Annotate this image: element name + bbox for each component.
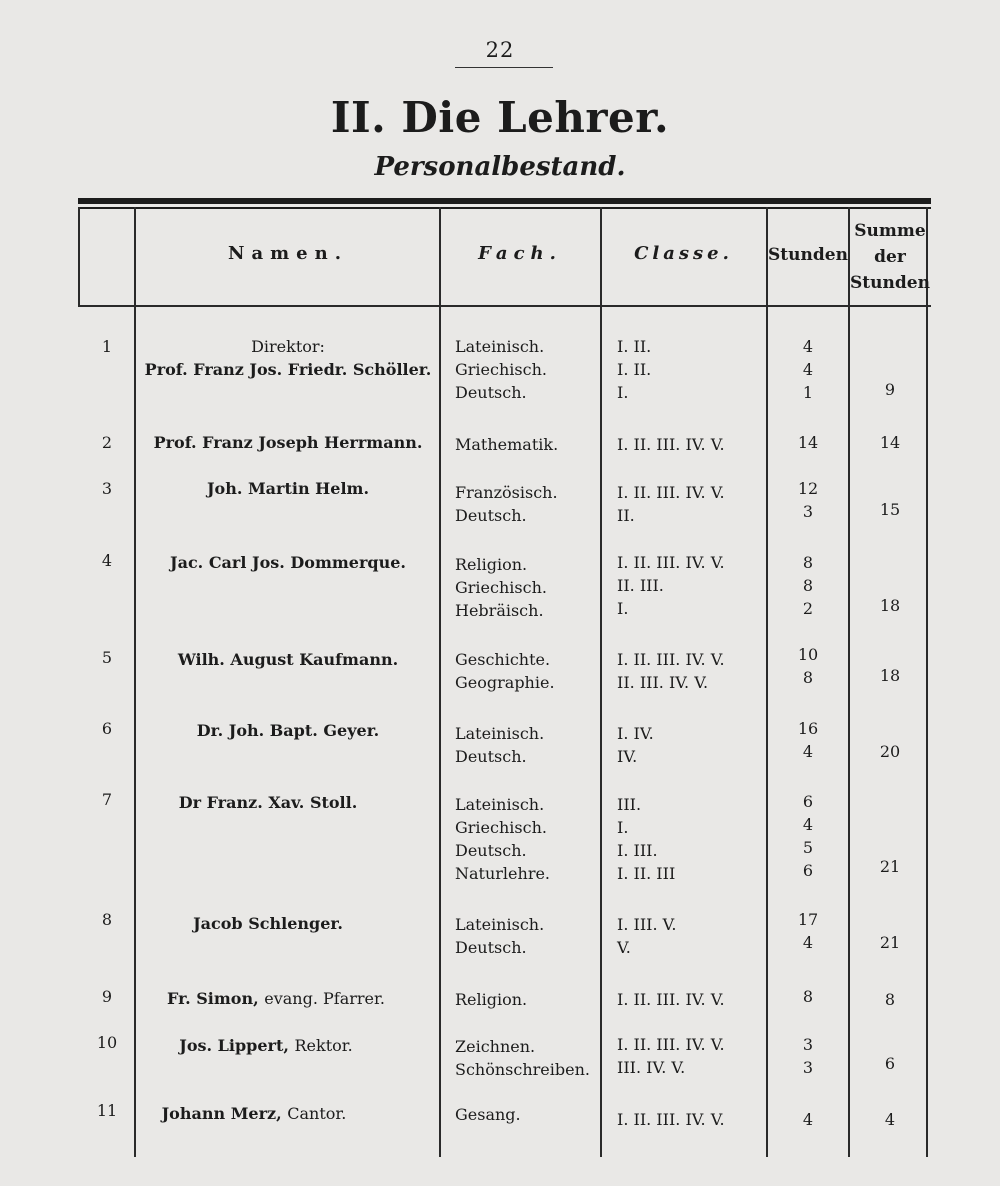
teacher-name-text: Prof. Franz Jos. Friedr. Schöller. <box>144 360 432 379</box>
subject-cell <box>455 481 595 527</box>
subject: Naturlehre. <box>455 864 551 883</box>
hours: 3 <box>802 502 814 521</box>
teacher-name: Joh. Martin Helm. <box>206 479 370 498</box>
teacher-name: Wilh. August Kaufmann. <box>177 650 399 669</box>
subject-cell <box>455 1103 595 1126</box>
subject: Zeichnen. <box>455 1037 536 1056</box>
hours: 17 <box>797 910 819 929</box>
teacher-role: Cantor. <box>287 1104 347 1123</box>
subject: Mathematik. <box>455 435 559 454</box>
hours-cell <box>767 790 849 882</box>
class-cell <box>617 335 767 404</box>
section-subtitle: Personalbestand. <box>374 152 626 182</box>
class: I. II. III. IV. V. <box>617 435 725 454</box>
subject: Lateinisch. <box>455 337 545 356</box>
class-cell <box>617 481 767 527</box>
hours: 12 <box>797 479 819 498</box>
subject-cell <box>455 793 595 885</box>
hours-total: 18 <box>879 596 901 615</box>
hours-cell <box>767 551 849 620</box>
subject-cell <box>455 335 595 404</box>
hours-cell <box>767 335 849 404</box>
class: II. <box>617 506 635 525</box>
class-cell <box>617 1033 767 1079</box>
teacher-name: Jac. Carl Jos. Dommerque. <box>170 553 406 572</box>
hours-cell <box>767 908 849 954</box>
class-cell <box>617 648 767 694</box>
header-summe-line: Summe <box>854 221 926 241</box>
hours-total: 21 <box>879 857 901 876</box>
class: I. II. III. IV. V. <box>617 650 725 669</box>
class-cell <box>617 433 767 456</box>
hours: 4 <box>802 337 814 356</box>
hours: 5 <box>802 838 814 857</box>
subject: Lateinisch. <box>455 724 545 743</box>
header-stunden: Stunden <box>768 245 848 265</box>
hours-total: 8 <box>884 990 896 1009</box>
row-number: 5 <box>101 648 113 667</box>
hours-cell <box>767 717 849 763</box>
table-top-rule <box>78 198 931 204</box>
teacher-role-label: Direktor: <box>251 337 325 356</box>
subject: Religion. <box>455 555 528 574</box>
hours: 6 <box>802 861 814 880</box>
hours: 8 <box>802 553 814 572</box>
hours-total: 18 <box>879 666 901 685</box>
hours: 2 <box>802 599 814 618</box>
hours: 8 <box>802 668 814 687</box>
class: III. IV. V. <box>617 1058 686 1077</box>
teacher-name: Prof. Franz Joseph Herrmann. <box>153 433 423 452</box>
class: I. IV. <box>617 724 654 743</box>
header-classe: Classe. <box>634 243 733 264</box>
hours: 6 <box>802 792 814 811</box>
hours-total: 9 <box>884 380 896 399</box>
hours-cell <box>767 431 849 454</box>
class-cell <box>617 551 767 620</box>
class: I. II. III. IV. V. <box>617 483 725 502</box>
hours-cell <box>767 1108 849 1131</box>
header-summe-line: der <box>874 247 906 267</box>
hours-total: 4 <box>884 1110 896 1129</box>
class: I. III. V. <box>617 915 677 934</box>
row-number: 9 <box>101 987 113 1006</box>
hours: 4 <box>802 360 814 379</box>
table-header-rule <box>78 305 931 307</box>
teacher-name-text: Fr. Simon, <box>167 989 259 1008</box>
row-number: 6 <box>101 719 113 738</box>
class: I. II. <box>617 337 652 356</box>
teacher-name: Jacob Schlenger. <box>193 914 343 933</box>
teacher-name-text: Johann Merz, <box>161 1104 282 1123</box>
subject: Deutsch. <box>455 383 527 402</box>
row-number: 1 <box>101 337 113 356</box>
class: II. III. <box>617 576 664 595</box>
class: I. II. <box>617 360 652 379</box>
hours-total: 14 <box>879 433 901 452</box>
subject: Deutsch. <box>455 506 527 525</box>
section-title: II. Die Lehrer. <box>330 93 670 142</box>
hours: 8 <box>802 987 814 1006</box>
teacher-name: Dr. Joh. Bapt. Geyer. <box>196 721 380 740</box>
subject: Deutsch. <box>455 747 527 766</box>
subject: Geographie. <box>455 673 555 692</box>
teacher-name <box>136 987 416 1010</box>
class-cell <box>617 1108 767 1131</box>
class: II. III. IV. V. <box>617 673 709 692</box>
row-number: 11 <box>96 1101 118 1120</box>
hours: 3 <box>802 1058 814 1077</box>
row-number: 10 <box>96 1033 118 1052</box>
hours: 14 <box>797 433 819 452</box>
class: I. II. III. IV. V. <box>617 553 725 572</box>
column-divider <box>78 207 80 305</box>
header-summe-line: Stunden <box>850 273 930 293</box>
page-number: 22 <box>485 38 515 62</box>
subject: Geschichte. <box>455 650 551 669</box>
class-cell <box>617 793 767 885</box>
class: III. <box>617 795 642 814</box>
row-number: 8 <box>101 910 113 929</box>
subject: Religion. <box>455 990 528 1009</box>
hours: 4 <box>802 742 814 761</box>
teacher-role: evang. Pfarrer. <box>264 989 385 1008</box>
class: I. <box>617 599 629 618</box>
hours-total: 21 <box>879 933 901 952</box>
page-number-rule <box>455 67 553 68</box>
subject: Hebräisch. <box>455 601 544 620</box>
teacher-name <box>136 1102 372 1125</box>
hours-total: 6 <box>884 1054 896 1073</box>
header-summe <box>849 218 931 296</box>
table-top-rule-thin <box>78 207 931 209</box>
header-name: Namen. <box>228 243 348 264</box>
subject-cell <box>455 913 595 959</box>
header-fach: Fach. <box>478 243 562 264</box>
class: I. III. <box>617 841 658 860</box>
hours: 8 <box>802 576 814 595</box>
subject-cell <box>455 648 595 694</box>
hours-cell <box>767 643 849 689</box>
hours: 4 <box>802 815 814 834</box>
hours: 10 <box>797 645 819 664</box>
hours-total: 15 <box>879 500 901 519</box>
class-cell <box>617 913 767 959</box>
class: IV. <box>617 747 638 766</box>
hours: 4 <box>802 1110 814 1129</box>
column-divider <box>600 207 602 1157</box>
hours: 4 <box>802 933 814 952</box>
teacher-name: Dr Franz. Xav. Stoll. <box>178 793 358 812</box>
subject: Deutsch. <box>455 841 527 860</box>
hours-cell <box>767 1033 849 1079</box>
row-number: 7 <box>101 790 113 809</box>
class: I. II. III. IV. V. <box>617 1110 725 1129</box>
row-number: 4 <box>101 551 113 570</box>
teacher-role: Rektor. <box>294 1036 353 1055</box>
class: I. II. III. IV. V. <box>617 990 725 1009</box>
subject: Griechisch. <box>455 818 547 837</box>
teacher-name <box>136 1034 396 1057</box>
row-number: 2 <box>101 433 113 452</box>
subject: Französisch. <box>455 483 558 502</box>
subject: Griechisch. <box>455 578 547 597</box>
subject: Deutsch. <box>455 938 527 957</box>
subject: Schönschreiben. <box>455 1060 590 1079</box>
subject-cell <box>455 988 595 1011</box>
hours: 1 <box>802 383 814 402</box>
class: I. <box>617 383 629 402</box>
teacher-name-text: Jos. Lippert, <box>179 1036 289 1055</box>
class: I. II. III <box>617 864 676 883</box>
class: I. II. III. IV. V. <box>617 1035 725 1054</box>
class: I. <box>617 818 629 837</box>
row-number: 3 <box>101 479 113 498</box>
subject: Lateinisch. <box>455 915 545 934</box>
subject-cell <box>455 1035 595 1081</box>
subject-cell <box>455 433 595 456</box>
subject-cell <box>455 553 595 622</box>
class-cell <box>617 988 767 1011</box>
subject: Griechisch. <box>455 360 547 379</box>
hours-total: 20 <box>879 742 901 761</box>
subject: Gesang. <box>455 1105 521 1124</box>
class-cell <box>617 722 767 768</box>
subject-cell <box>455 722 595 768</box>
class: V. <box>617 938 631 957</box>
hours-cell <box>767 477 849 523</box>
hours-cell <box>767 985 849 1008</box>
subject: Lateinisch. <box>455 795 545 814</box>
hours: 3 <box>802 1035 814 1054</box>
hours: 16 <box>797 719 819 738</box>
teacher-name <box>136 335 440 381</box>
